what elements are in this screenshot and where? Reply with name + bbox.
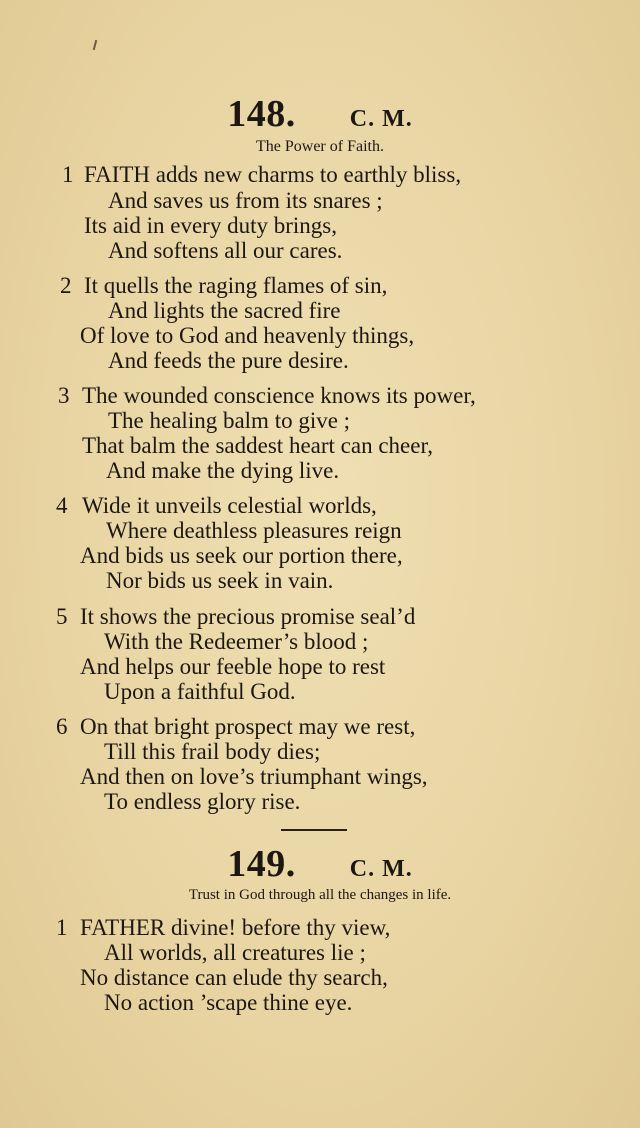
verse-line: And saves us from its snares ; — [108, 188, 383, 213]
verse-line: That balm the saddest heart can cheer, — [82, 433, 433, 458]
verse-line: With the Redeemer’s blood ; — [104, 629, 369, 654]
verse-line: Wide it unveils celestial worlds, — [82, 493, 377, 518]
verse-number: 6 — [56, 714, 68, 739]
verse-number: 1 — [62, 162, 74, 187]
verse-number: 1 — [56, 915, 68, 940]
verse-line: Upon a faithful God. — [104, 679, 296, 704]
hymn-divider — [281, 829, 347, 831]
hymn-title: The Power of Faith. — [256, 138, 384, 155]
verse-line: No distance can elude thy search, — [80, 965, 388, 990]
verse-line: FAITH adds new charms to earthly bliss, — [84, 162, 462, 187]
hymn-meter: C. M. — [349, 106, 413, 132]
hymn-149-header — [0, 842, 640, 886]
verse-line: And then on love’s triumphant wings, — [80, 764, 428, 789]
verse-line: It quells the raging flames of sin, — [84, 273, 388, 298]
verse-line: Where deathless pleasures reign — [106, 518, 402, 543]
hymn-number: 149. — [227, 843, 296, 885]
verse-line: FATHER divine! before thy view, — [80, 915, 391, 940]
verse-line: Till this frail body dies; — [104, 739, 321, 764]
verse-line: No action ’scape thine eye. — [104, 990, 353, 1015]
verse-line: And helps our feeble hope to rest — [80, 654, 386, 679]
verse-number: 5 — [56, 604, 68, 629]
verse-line: Of love to God and heavenly things, — [80, 323, 415, 348]
verse-line: And feeds the pure desire. — [108, 348, 349, 373]
verse-line: All worlds, all creatures lie ; — [104, 940, 366, 965]
hymn-number: 148. — [227, 93, 296, 135]
verse-number: 3 — [58, 383, 70, 408]
verse-line: The healing balm to give ; — [108, 408, 351, 433]
verse-line: The wounded conscience knows its power, — [82, 383, 476, 408]
verse-line: To endless glory rise. — [104, 789, 301, 814]
verse-line: And bids us seek our portion there, — [80, 543, 403, 568]
hymn-title: Trust in God through all the changes in life. — [188, 887, 452, 903]
verse-number: 4 — [56, 493, 68, 518]
verse-line: And lights the sacred fire — [108, 298, 341, 323]
verse-line: And softens all our cares. — [108, 238, 343, 263]
hymn-148-header — [0, 92, 640, 136]
verse-line: It shows the precious promise seal’d — [80, 604, 416, 629]
verse-line: And make the dying live. — [106, 458, 340, 483]
hymn-meter: C. M. — [349, 856, 413, 882]
page-blemish — [93, 40, 98, 50]
verse-line: On that bright prospect may we rest, — [80, 714, 416, 739]
verse-line: Nor bids us seek in vain. — [106, 568, 334, 593]
verse-line: Its aid in every duty brings, — [84, 213, 337, 238]
verse-number: 2 — [60, 273, 72, 298]
